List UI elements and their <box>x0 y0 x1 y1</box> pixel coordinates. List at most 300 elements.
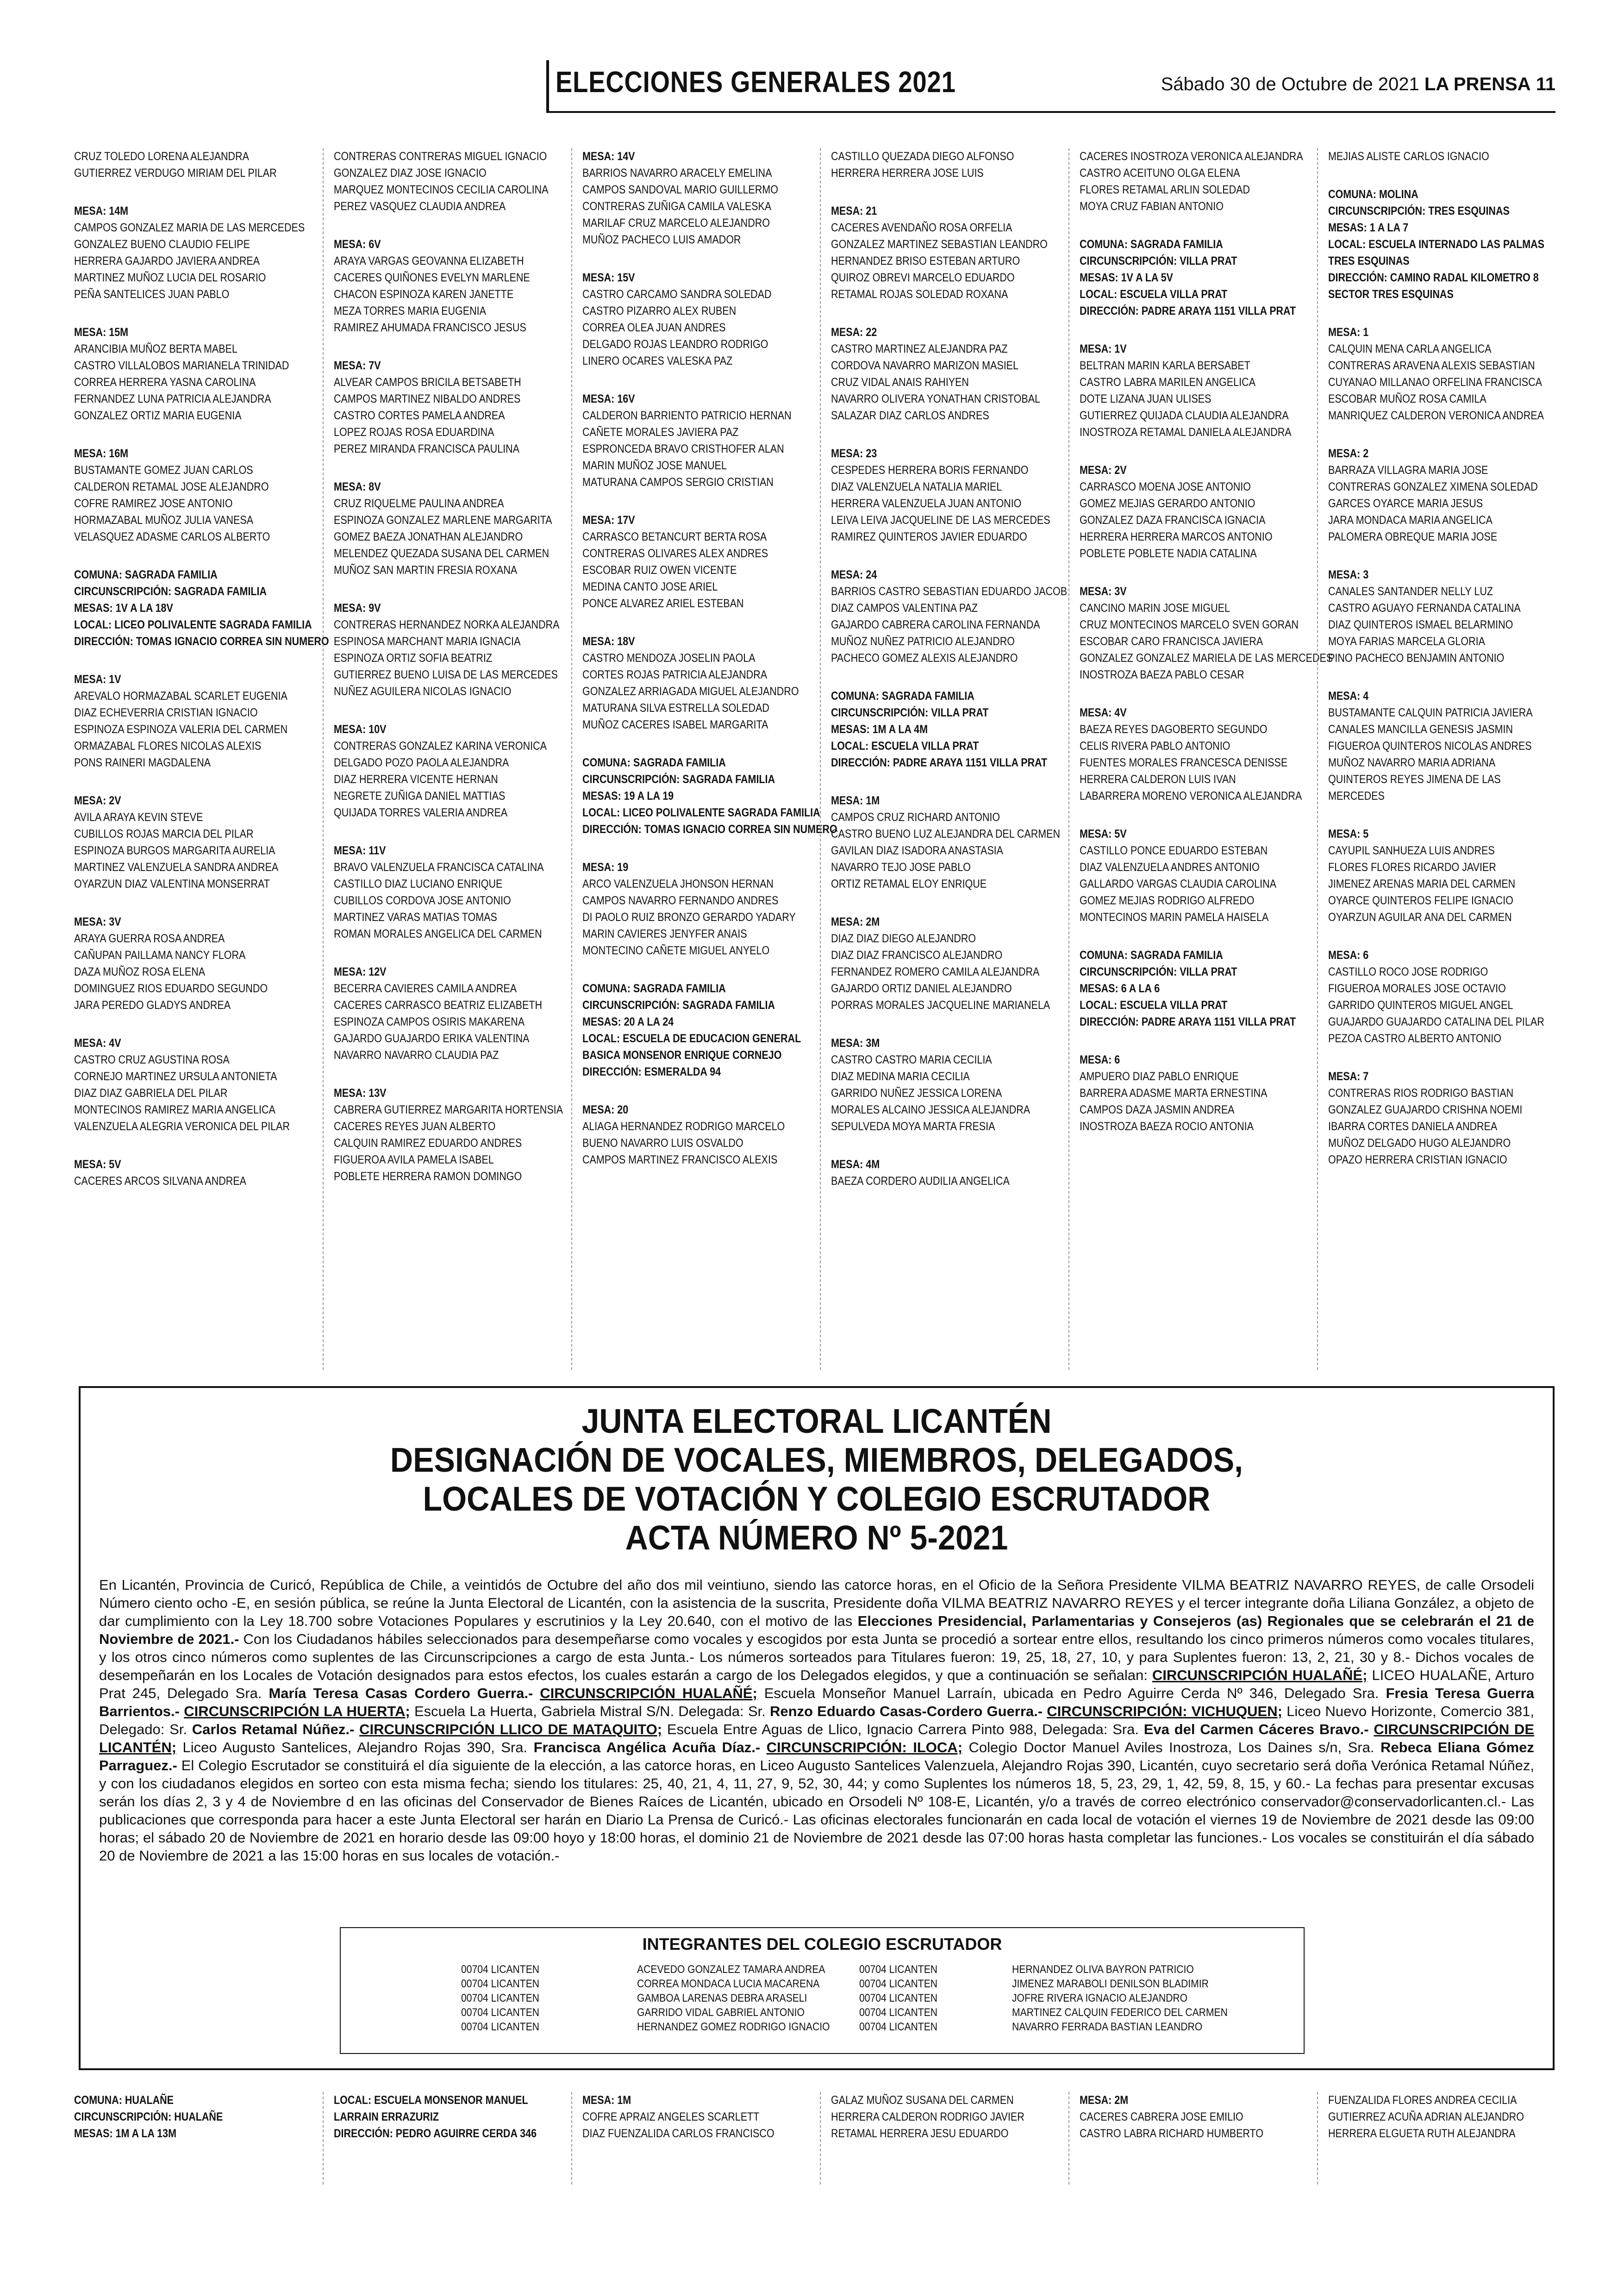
vocal-name: RAMIREZ QUINTEROS JAVIER EDUARDO <box>831 530 1027 543</box>
vocal-name: MATURANA SILVA ESTRELLA SOLEDAD <box>582 702 769 715</box>
list-column <box>1068 148 1333 1370</box>
colegio-commune-code: 00704 LICANTEN <box>461 1963 540 1976</box>
list-column <box>1317 148 1564 1370</box>
vocal-name: FIGUEROA MORALES JOSE OCTAVIO <box>1328 982 1506 995</box>
mesa-heading: MESA: 6 <box>1080 1053 1120 1066</box>
mesa-heading: MESA: 5V <box>1080 828 1127 840</box>
vocal-name: FUENTES MORALES FRANCESCA DENISSE <box>1080 756 1288 769</box>
vocal-name: MARTINEZ VALENZUELA SANDRA ANDREA <box>74 861 279 874</box>
vocal-name: MUÑOZ NAVARRO MARIA ADRIANA <box>1328 756 1496 769</box>
vocal-name: CONTRERAS GONZALEZ KARINA VERONICA <box>334 740 547 753</box>
mesa-heading: MESA: 15M <box>74 326 129 339</box>
vocal-name: GONZALEZ GUAJARDO CRISHNA NOEMI <box>1328 1103 1523 1116</box>
circ-la-huerta: CIRCUNSCRIPCIÓN LA HUERTA; <box>184 1703 410 1719</box>
mesa-heading: MESA: 8V <box>334 480 381 493</box>
vocal-name: GALLARDO VARGAS CLAUDIA CAROLINA <box>1080 877 1276 890</box>
vocal-name: ALVEAR CAMPOS BRICILA BETSABETH <box>334 376 521 389</box>
mesa-heading: MESAS: 1V A LA 5V <box>1080 271 1173 284</box>
mesa-heading: COMUNA: HUALAÑE <box>74 2094 174 2107</box>
vocal-name: HERRERA CALDERON RODRIGO JAVIER <box>831 2110 1024 2123</box>
vocal-name: CANALES MANCILLA GENESIS JASMIN <box>1328 723 1513 736</box>
vocal-name: CONTRERAS ARAVENA ALEXIS SEBASTIAN <box>1328 359 1535 372</box>
notice-paragraph-intro: En Licantén, Provincia de Curicó, República de Chile, a veintidós de Octubre del año dos mil veintiuno, siendo las catorce horas, en el Oficio de la Señora Presidente VILMA BEATRIZ NAVARRO REYES, de calle Orsodeli Número ciento ocho -E, en sesión pública, se reúne la Junta Electoral de Licantén, con la asistencia de la suscrita, Presidente doña VILMA BEATRIZ NAVARRO REYES y el tercer integrante doña Liliana González, a objeto de dar cumplimiento con la Ley 18.700 sobre Votaciones Populares y escrutinios y la Ley 20.640, con el motivo de las <box>99 1577 1534 1629</box>
colegio-title: INTEGRANTES DEL COLEGIO ESCRUTADOR <box>642 1935 1002 1954</box>
mesa-block <box>74 2092 310 2142</box>
mesa-heading: CIRCUNSCRIPCIÓN: VILLA PRAT <box>1080 965 1237 978</box>
mesa-block <box>831 914 1067 1014</box>
vocal-name: CORREA HERRERA YASNA CAROLINA <box>74 376 256 389</box>
vocal-name: GONZALEZ DAZA FRANCISCA IGNACIA <box>1080 514 1266 527</box>
mesa-heading: MESAS: 20 A LA 24 <box>582 1015 674 1028</box>
vocal-name: PINO PACHECO BENJAMIN ANTONIO <box>1328 652 1505 665</box>
mesa-heading: MESA: 2V <box>1080 464 1127 477</box>
vocal-name: CELIS RIVERA PABLO ANTONIO <box>1080 740 1230 753</box>
vocal-name: ESCOBAR CARO FRANCISCA JAVIERA <box>1080 635 1263 648</box>
vocal-name: CUBILLOS CORDOVA JOSE ANTONIO <box>334 894 511 907</box>
vocal-name: PONCE ALVAREZ ARIEL ESTEBAN <box>582 597 744 610</box>
mesa-heading: MESA: 21 <box>831 205 877 218</box>
vocal-name: CONTRERAS OLIVARES ALEX ANDRES <box>582 547 768 560</box>
mesa-block <box>74 1156 310 1189</box>
vocal-name: CANCINO MARIN JOSE MIGUEL <box>1080 602 1230 615</box>
vocal-name: GUTIERREZ VERDUGO MIRIAM DEL PILAR <box>74 167 277 180</box>
vocal-name: CASTRO ACEITUNO OLGA ELENA <box>1080 167 1240 180</box>
vocal-name: GUAJARDO GUAJARDO CATALINA DEL PILAR <box>1328 1015 1544 1028</box>
vocal-name: CABRERA GUTIERREZ MARGARITA HORTENSIA <box>334 1103 563 1116</box>
vocal-name: GONZALEZ DIAZ JOSE IGNACIO <box>334 167 487 180</box>
mesa-block <box>831 566 1067 666</box>
section-title: ELECCIONES GENERALES 2021 <box>556 65 956 99</box>
mesa-block <box>1328 186 1564 303</box>
vocal-name: RETAMAL HERRERA JESU EDUARDO <box>831 2127 1009 2140</box>
vocal-name: MARQUEZ MONTECINOS CECILIA CAROLINA <box>334 183 549 196</box>
mesa-heading: MESA: 18V <box>582 635 635 648</box>
mesa-heading: BASICA MONSENOR ENRIQUE CORNEJO <box>582 1049 782 1062</box>
vocal-name: NAVARRO TEJO JOSE PABLO <box>831 861 971 874</box>
mesa-block <box>582 512 818 612</box>
circ-iloca-text: Colegio Doctor Manuel Aviles Inostroza, Los Daines s/n, Sra. <box>968 1739 1374 1755</box>
colegio-commune-code: 00704 LICANTEN <box>859 1992 938 2004</box>
vocal-name: CAMPOS DAZA JASMIN ANDREA <box>1080 1103 1235 1116</box>
colegio-member-name: CORREA MONDACA LUCIA MACARENA <box>637 1978 820 1990</box>
vocal-name: CASTILLO PONCE EDUARDO ESTEBAN <box>1080 844 1268 857</box>
mesa-block <box>1328 688 1564 804</box>
vocal-name: CACERES CARRASCO BEATRIZ ELIZABETH <box>334 999 542 1012</box>
vocal-name: CORNEJO MARTINEZ URSULA ANTONIETA <box>74 1070 277 1083</box>
vocal-name: ESPINOZA BURGOS MARGARITA AURELIA <box>74 844 275 857</box>
mesa-block <box>74 566 329 650</box>
circ-licanten-text: Liceo Augusto Santelices, Alejandro Rojas 390, Sra. <box>182 1739 528 1755</box>
vocal-name: CALQUIN RAMIREZ EDUARDO ANDRES <box>334 1137 522 1150</box>
mesa-block <box>831 792 1067 892</box>
vocal-name: ESPINOZA GONZALEZ MARLENE MARGARITA <box>334 514 552 527</box>
vocal-name: COFRE APRAIZ ANGELES SCARLETT <box>582 2110 760 2123</box>
vocal-name: PALOMERA OBREQUE MARIA JOSE <box>1328 530 1498 543</box>
vocal-name: GUTIERREZ ACUÑA ADRIAN ALEJANDRO <box>1328 2110 1524 2123</box>
mesa-heading: MESAS: 6 A LA 6 <box>1080 982 1160 995</box>
notice-titles <box>81 1402 1553 1557</box>
vocal-name: CHACON ESPINOZA KAREN JANETTE <box>334 288 514 301</box>
colegio-commune-code: 00704 LICANTEN <box>461 2021 540 2033</box>
vocal-name: MORALES ALCAINO JESSICA ALEJANDRA <box>831 1103 1031 1116</box>
mesa-block <box>1080 236 1316 319</box>
mesa-heading: MESA: 3V <box>1080 585 1127 598</box>
vocal-name: DOTE LIZANA JUAN ULISES <box>1080 392 1212 405</box>
vocal-name: CACERES CABRERA JOSE EMILIO <box>1080 2110 1243 2123</box>
circ-la-huerta-text: Escuela La Huerta, Gabriela Mistral S/N. Delegada: Sr. <box>414 1703 766 1719</box>
vocal-name: MOYA CRUZ FABIAN ANTONIO <box>1080 200 1224 213</box>
mesa-heading: COMUNA: MOLINA <box>1328 188 1418 201</box>
header-divider <box>546 60 549 111</box>
circ-vichuquen-delegate: Carlos Retamal Núñez.- <box>192 1721 355 1737</box>
vocal-name: MONTECINOS RAMIREZ MARIA ANGELICA <box>74 1103 275 1116</box>
vocal-name: BARRIOS CASTRO SEBASTIAN EDUARDO JACOB <box>831 585 1068 598</box>
vocal-name: ESPINOSA MARCHANT MARIA IGNACIA <box>334 635 521 648</box>
vocal-name: CONTRERAS ZUÑIGA CAMILA VALESKA <box>582 200 772 213</box>
mesa-block <box>1328 1068 1564 1168</box>
vocal-name: GARRIDO NUÑEZ JESSICA LORENA <box>831 1087 1002 1100</box>
vocal-name: CARRASCO BETANCURT BERTA ROSA <box>582 530 767 543</box>
vocal-name: CASTRO AGUAYO FERNANDA CATALINA <box>1328 602 1521 615</box>
mesa-heading: LOCAL: ESCUELA INTERNADO LAS PALMAS <box>1328 238 1545 251</box>
mesa-heading: LOCAL: LICEO POLIVALENTE SAGRADA FAMILIA <box>582 806 820 819</box>
colegio-left-codes <box>461 1962 539 2034</box>
vocal-name: DIAZ ECHEVERRIA CRISTIAN IGNACIO <box>74 706 258 719</box>
mesa-heading: MESA: 10V <box>334 723 387 736</box>
circ-hualane-1-text: LICEO HUALAÑE, Arturo Prat 245, Delegado Sra. <box>99 1667 1535 1701</box>
bottom-list-column <box>323 2092 570 2184</box>
vocal-name: GONZALEZ GONZALEZ MARIELA DE LAS MERCEDES <box>1080 652 1333 665</box>
vocal-name: CASTRO CORTES PAMELA ANDREA <box>334 409 505 422</box>
mesa-heading: DIRECCIÓN: CAMINO RADAL KILOMETRO 8 <box>1328 271 1539 284</box>
vocal-name: DOMINGUEZ RIOS EDUARDO SEGUNDO <box>74 982 268 995</box>
vocal-name: GUTIERREZ BUENO LUISA DE LAS MERCEDES <box>334 668 558 681</box>
vocal-name: ESPINOZA ORTIZ SOFIA BEATRIZ <box>334 652 493 665</box>
vocal-name: GOMEZ MEJIAS GERARDO ANTONIO <box>1080 497 1255 510</box>
vocal-name: CRUZ VIDAL ANAIS RAHIYEN <box>831 376 969 389</box>
mesa-block <box>334 148 570 215</box>
vocal-name: DIAZ CAMPOS VALENTINA PAZ <box>831 602 978 615</box>
vocal-name: MUÑOZ NUÑEZ PATRICIO ALEJANDRO <box>831 635 1015 648</box>
vocal-name: CAMPOS CRUZ RICHARD ANTONIO <box>831 811 1000 824</box>
vocal-name: BUSTAMANTE CALQUIN PATRICIA JAVIERA <box>1328 706 1533 719</box>
vocal-name: MANRIQUEZ CALDERON VERONICA ANDREA <box>1328 409 1544 422</box>
mesa-block <box>831 324 1067 424</box>
vocal-name: DAZA MUÑOZ ROSA ELENA <box>74 965 206 978</box>
bottom-list-column <box>74 2092 310 2184</box>
vocal-name: CRUZ RIQUELME PAULINA ANDREA <box>334 497 504 510</box>
circ-hualane-1: CIRCUNSCRIPCIÓN HUALAÑÉ; <box>1152 1667 1368 1683</box>
vocal-name: QUIJADA TORRES VALERIA ANDREA <box>334 806 508 819</box>
vocal-name: CAÑUPAN PAILLAMA NANCY FLORA <box>74 949 246 962</box>
voter-lists <box>74 148 1565 1370</box>
mesa-heading: COMUNA: SAGRADA FAMILIA <box>582 756 726 769</box>
vocal-name: BRAVO VALENZUELA FRANCISCA CATALINA <box>334 861 544 874</box>
vocal-name: NAVARRO OLIVERA YONATHAN CRISTOBAL <box>831 392 1041 405</box>
vocal-name: HERNANDEZ BRISO ESTEBAN ARTURO <box>831 255 1020 268</box>
vocal-name: OYARCE QUINTEROS FELIPE IGNACIO <box>1328 894 1513 907</box>
vocal-name: CACERES AVENDAÑO ROSA ORFELIA <box>831 221 1012 234</box>
mesa-block <box>334 721 570 821</box>
vocal-name: CESPEDES HERRERA BORIS FERNANDO <box>831 464 1029 477</box>
vocal-name: ARCO VALENZUELA JHONSON HERNAN <box>582 877 774 890</box>
vocal-name: CASTILLO DIAZ LUCIANO ENRIQUE <box>334 877 503 890</box>
mesa-heading: MESA: 1 <box>1328 326 1369 339</box>
page-header <box>546 60 1555 113</box>
vocal-name: CASTRO PIZARRO ALEX RUBEN <box>582 305 737 317</box>
mesa-block <box>1080 148 1316 215</box>
notice-subtitle-1: DESIGNACIÓN DE VOCALES, MIEMBROS, DELEGADOS, <box>390 1441 1243 1479</box>
vocal-name: GAJARDO ORTIZ DANIEL ALEJANDRO <box>831 982 1012 995</box>
mesa-block <box>1080 583 1333 683</box>
vocal-name: CARRASCO MOENA JOSE ANTONIO <box>1080 480 1251 493</box>
vocal-name: CASTRO LABRA RICHARD HUMBERTO <box>1080 2127 1264 2140</box>
mesa-heading: TRES ESQUINAS <box>1328 255 1410 268</box>
vocal-name: FIGUEROA AVILA PAMELA ISABEL <box>334 1153 494 1166</box>
mesa-heading: MESA: 6V <box>334 238 381 251</box>
vocal-name: CORDOVA NAVARRO MARIZON MASIEL <box>831 359 1018 372</box>
mesa-heading: CIRCUNSCRIPCIÓN: SAGRADA FAMILIA <box>582 999 775 1012</box>
vocal-name: FLORES FLORES RICARDO JAVIER <box>1328 861 1496 874</box>
vocal-name: CRUZ TOLEDO LORENA ALEJANDRA <box>74 150 249 163</box>
mesa-heading: MESA: 22 <box>831 326 877 339</box>
header-date-line <box>1161 74 1555 95</box>
colegio-commune-code: 00704 LICANTEN <box>859 2021 938 2033</box>
vocal-name: MUÑOZ DELGADO HUGO ALEJANDRO <box>1328 1137 1511 1150</box>
mesa-heading: LOCAL: LICEO POLIVALENTE SAGRADA FAMILIA <box>74 618 312 631</box>
mesa-heading: MESA: 1M <box>582 2094 631 2107</box>
vocal-name: CUBILLOS ROJAS MARCIA DEL PILAR <box>74 828 254 840</box>
mesa-block <box>334 1085 570 1185</box>
vocal-name: CORTES ROJAS PATRICIA ALEJANDRA <box>582 668 768 681</box>
mesa-heading: MESA: 13V <box>334 1087 387 1100</box>
mesa-block <box>582 754 837 838</box>
mesa-block <box>831 445 1067 545</box>
vocal-name: ORMAZABAL FLORES NICOLAS ALEXIS <box>74 740 262 753</box>
vocal-name: BECERRA CAVIERES CAMILA ANDREA <box>334 982 517 995</box>
vocal-name: PONS RAINERI MAGDALENA <box>74 756 211 769</box>
vocal-name: CAMPOS GONZALEZ MARIA DE LAS MERCEDES <box>74 221 305 234</box>
mesa-block <box>334 479 570 579</box>
vocal-name: DIAZ VALENZUELA ANDRES ANTONIO <box>1080 861 1260 874</box>
vocal-name: GALAZ MUÑOZ SUSANA DEL CARMEN <box>831 2094 1014 2107</box>
vocal-name: AMPUERO DIAZ PABLO ENRIQUE <box>1080 1070 1239 1083</box>
mesa-block <box>334 964 570 1064</box>
mesa-heading: MESA: 4 <box>1328 690 1369 703</box>
mesa-heading: MESA: 12V <box>334 965 387 978</box>
mesa-block <box>831 2092 1067 2142</box>
vocal-name: OPAZO HERRERA CRISTIAN IGNACIO <box>1328 1153 1507 1166</box>
vocal-name: CASTRO CARCAMO SANDRA SOLEDAD <box>582 288 772 301</box>
mesa-heading: MESA: 7 <box>1328 1070 1369 1083</box>
vocal-name: CACERES INOSTROZA VERONICA ALEJANDRA <box>1080 150 1303 163</box>
vocal-name: NAVARRO NAVARRO CLAUDIA PAZ <box>334 1049 499 1062</box>
mesa-block <box>1080 462 1316 562</box>
mesa-heading: MESAS: 1V A LA 18V <box>74 602 173 615</box>
mesa-heading: DIRECCIÓN: PADRE ARAYA 1151 VILLA PRAT <box>1080 305 1296 317</box>
colegio-member-name: JOFRE RIVERA IGNACIO ALEJANDRO <box>1012 1992 1188 2004</box>
mesa-heading: MESA: 24 <box>831 568 877 581</box>
mesa-block <box>1328 148 1564 165</box>
vocal-name: HERRERA CALDERON LUIS IVAN <box>1080 773 1236 786</box>
vocal-name: POBLETE HERRERA RAMON DOMINGO <box>334 1170 522 1183</box>
vocal-name: AREVALO HORMAZABAL SCARLET EUGENIA <box>74 690 287 703</box>
circ-llico-text: Escuela Entre Aguas de Llico, Ignacio Carrera Pinto 988, Delegada: Sra. <box>667 1721 1139 1737</box>
notice-paragraph-draw: Con los Ciudadanos hábiles seleccionados para desempeñarse como vocales y escogidos por esta Junta se procedió a sortear entre ellos, resultando los cinco primeros números como vocales titulares, y los otros cinco números como suplentes de las Circunscripciones a cargo de esta Junta.- Los números sorteados para Titulares fueron: 19, 25, 18, 27, 10, y para Suplentes fueron: 13, 2, 21, 30 y 8.- Dichos vocales de desempeñarán en los Locales de Votación designados para estos efectos, los cuales estarán a cargo de los Delegados elegidos, y que a continuación se señalan: <box>99 1631 1534 1683</box>
notice-act-number: ACTA NÚMERO Nº 5-2021 <box>625 1518 1008 1557</box>
vocal-name: MATURANA CAMPOS SERGIO CRISTIAN <box>582 476 774 489</box>
mesa-block <box>582 633 818 733</box>
vocal-name: ESPRONCEDA BRAVO CRISTHOFER ALAN <box>582 442 784 455</box>
mesa-heading: MESA: 19 <box>582 861 629 874</box>
colegio-member-name: ACEVEDO GONZALEZ TAMARA ANDREA <box>637 1963 825 1976</box>
vocal-name: VELASQUEZ ADASME CARLOS ALBERTO <box>74 530 270 543</box>
vocal-name: CACERES QUIÑONES EVELYN MARLENE <box>334 271 530 284</box>
mesa-heading: MESA: 15V <box>582 271 635 284</box>
mesa-heading: MESA: 20 <box>582 1103 629 1116</box>
vocal-name: MONTECINOS MARIN PAMELA HAISELA <box>1080 911 1269 924</box>
vocal-name: LEIVA LEIVA JACQUELINE DE LAS MERCEDES <box>831 514 1050 527</box>
vocal-name: HERRERA ELGUETA RUTH ALEJANDRA <box>1328 2127 1516 2140</box>
vocal-name: RETAMAL ROJAS SOLEDAD ROXANA <box>831 288 1008 301</box>
bottom-list-column <box>1068 2092 1316 2184</box>
vocal-name: MONTECINO CAÑETE MIGUEL ANYELO <box>582 944 770 957</box>
circ-hualane-2: CIRCUNSCRIPCIÓN HUALAÑÉ; <box>540 1685 757 1701</box>
mesa-heading: MESA: 3M <box>831 1037 880 1050</box>
vocal-name: LOPEZ ROJAS ROSA EDUARDINA <box>334 426 494 439</box>
mesa-block <box>74 914 310 1014</box>
vocal-name: CASTRO VILLALOBOS MARIANELA TRINIDAD <box>74 359 289 372</box>
vocal-name: DELGADO POZO PAOLA ALEJANDRA <box>334 756 509 769</box>
mesa-heading: DIRECCIÓN: PADRE ARAYA 1151 VILLA PRAT <box>831 756 1048 769</box>
vocal-name: ROMAN MORALES ANGELICA DEL CARMEN <box>334 927 542 940</box>
mesa-block <box>831 203 1067 303</box>
vocal-name: GONZALEZ BUENO CLAUDIO FELIPE <box>74 238 250 251</box>
notice-paragraph-colegio: El Colegio Escrutador se constituirá el día siguiente de la elección, a las catorce horas, en Liceo Augusto Santelices Valenzuela, Alejandro Rojas 390, Licantén, cuyo secretario será doña Verónica Retamal Núñez, y con los ciudadanos elegidos en sorteo con esta misma fecha; siendo los titulares: 25, 40, 21, 4, 11, 27, 9, 52, 30, 44; y como Suplentes los números 18, 5, 23, 29, 1, 42, 59, 8, 15, y 60.- La fechas para presentar excusas serán los días 2, 3 y 4 de Noviembre d en las oficinas del Conservador de Bienes Raíces de Licantén, ubicado en Orsodeli Nº 108-E, Licantén, y/o a través de correo electrónico conservador@conservadorlicanten.cl.- Las publicaciones que corresponda para hacer a este Junta Electoral ser harán en Diario La Prensa de Curicó.- Las oficinas electorales funcionarán en cada local de votación el viernes 19 de Noviembre de 2021 desde las 09:00 horas; el sábado 20 de Noviembre de 2021 en horario desde las 09:00 hoyo y 18:00 horas, el dominio 21 de Noviembre de 2021 desde las 07:00 horas hasta completar las funciones.- Los vocales se constituirán el día sábado 20 de Noviembre de 2021 a las 15:00 horas en sus locales de votación.- <box>99 1757 1534 1864</box>
vocal-name: FERNANDEZ LUNA PATRICIA ALEJANDRA <box>74 392 271 405</box>
circ-hualane-2-delegate: Fresia Teresa Guerra Barrientos.- <box>99 1685 1534 1719</box>
mesa-heading: DIRECCIÓN: TOMAS IGNACIO CORREA SIN NUMERO <box>582 823 837 836</box>
vocal-name: INOSTROZA RETAMAL DANIELA ALEJANDRA <box>1080 426 1292 439</box>
mesa-block <box>74 445 310 545</box>
vocal-name: DELGADO ROJAS LEANDRO RODRIGO <box>582 338 768 351</box>
mesa-heading: LARRAIN ERRAZURIZ <box>334 2110 439 2123</box>
vocal-name: GAJARDO GUAJARDO ERIKA VALENTINA <box>334 1032 530 1045</box>
vocal-name: CAÑETE MORALES JAVIERA PAZ <box>582 426 739 439</box>
vocal-name: ORTIZ RETAMAL ELOY ENRIQUE <box>831 877 987 890</box>
vocal-name: DIAZ MEDINA MARIA CECILIA <box>831 1070 970 1083</box>
mesa-heading: MESA: 1M <box>831 794 880 807</box>
vocal-name: MEJIAS ALISTE CARLOS IGNACIO <box>1328 150 1489 163</box>
vocal-name: PEREZ VASQUEZ CLAUDIA ANDREA <box>334 200 506 213</box>
vocal-name: ESCOBAR MUÑOZ ROSA CAMILA <box>1328 392 1487 405</box>
mesa-heading: MESA: 2 <box>1328 447 1369 460</box>
mesa-block <box>74 324 310 424</box>
mesa-block <box>74 148 310 181</box>
vocal-name: ESPINOZA CAMPOS OSIRIS MAKARENA <box>334 1015 525 1028</box>
vocal-name: OYARZUN AGUILAR ANA DEL CARMEN <box>1328 911 1512 924</box>
vocal-name: MOYA FARIAS MARCELA GLORIA <box>1328 635 1485 648</box>
mesa-heading: LOCAL: ESCUELA VILLA PRAT <box>1080 288 1228 301</box>
mesa-heading: MESA: 2M <box>831 915 880 928</box>
colegio-member-name: HERNANDEZ GOMEZ RODRIGO IGNACIO <box>637 2021 830 2033</box>
vocal-name: DI PAOLO RUIZ BRONZO GERARDO YADARY <box>582 911 796 924</box>
mesa-heading: MESA: 9V <box>334 602 381 615</box>
vocal-name: PEÑA SANTELICES JUAN PABLO <box>74 288 230 301</box>
mesa-block <box>74 1035 310 1135</box>
colegio-commune-code: 00704 LICANTEN <box>461 2006 540 2019</box>
colegio-commune-code: 00704 LICANTEN <box>461 1978 540 1990</box>
vocal-name: GAJARDO CABRERA CAROLINA FERNANDA <box>831 618 1040 631</box>
mesa-heading: COMUNA: SAGRADA FAMILIA <box>582 982 726 995</box>
vocal-name: QUIROZ OBREVI MARCELO EDUARDO <box>831 271 1015 284</box>
mesa-block <box>1328 947 1564 1047</box>
vocal-name: CASTRO CASTRO MARIA CECILIA <box>831 1053 992 1066</box>
vocal-name: HERRERA VALENZUELA JUAN ANTONIO <box>831 497 1022 510</box>
vocal-name: GARCES OYARCE MARIA JESUS <box>1328 497 1483 510</box>
mesa-heading: LOCAL: ESCUELA VILLA PRAT <box>1080 999 1228 1012</box>
colegio-member-name: GARRIDO VIDAL GABRIEL ANTONIO <box>637 2006 805 2019</box>
vocal-name: QUINTEROS REYES JIMENA DE LAS <box>1328 773 1501 786</box>
vocal-name: CRUZ MONTECINOS MARCELO SVEN GORAN <box>1080 618 1299 631</box>
circ-vichuquen: CIRCUNSCRIPCIÓN: VICHUQUEN; <box>1047 1703 1282 1719</box>
colegio-commune-code: 00704 LICANTEN <box>859 1978 938 1990</box>
mesa-block <box>1328 445 1564 545</box>
colegio-commune-code: 00704 LICANTEN <box>461 1992 540 2004</box>
mesa-block <box>1080 947 1316 1030</box>
page-number: 11 <box>1536 74 1555 94</box>
colegio-member-name: JIMENEZ MARABOLI DENILSON BLADIMIR <box>1012 1978 1209 1990</box>
mesa-block <box>334 842 570 942</box>
vocal-name: FUENZALIDA FLORES ANDREA CECILIA <box>1328 2094 1517 2107</box>
mesa-heading: CIRCUNSCRIPCIÓN: VILLA PRAT <box>1080 255 1237 268</box>
vocal-name: ARANCIBIA MUÑOZ BERTA MABEL <box>74 342 237 355</box>
vocal-name: BARRAZA VILLAGRA MARIA JOSE <box>1328 464 1488 477</box>
mesa-heading: MESA: 4V <box>1080 706 1127 719</box>
vocal-name: PEZOA CASTRO ALBERTO ANTONIO <box>1328 1032 1501 1045</box>
colegio-commune-code: 00704 LICANTEN <box>859 2006 938 2019</box>
mesa-heading: MESA: 16V <box>582 392 635 405</box>
mesa-heading: DIRECCIÓN: PEDRO AGUIRRE CERDA 346 <box>334 2127 537 2140</box>
vocal-name: CALDERON BARRIENTO PATRICIO HERNAN <box>582 409 792 422</box>
vocal-name: MARTINEZ VARAS MATIAS TOMAS <box>334 911 497 924</box>
vocal-name: CONTRERAS HERNANDEZ NORKA ALEJANDRA <box>334 618 560 631</box>
electoral-notice <box>79 1386 1555 2070</box>
mesa-block <box>1328 324 1564 424</box>
vocal-name: VALENZUELA ALEGRIA VERONICA DEL PILAR <box>74 1120 290 1133</box>
vocal-name: DIAZ HERRERA VICENTE HERNAN <box>334 773 498 786</box>
vocal-name: HERRERA HERRERA MARCOS ANTONIO <box>1080 530 1273 543</box>
vocal-name: BUENO NAVARRO LUIS OSVALDO <box>582 1137 743 1150</box>
vocal-name: GAVILAN DIAZ ISADORA ANASTASIA <box>831 844 1003 857</box>
circ-hualane-1-delegate: María Teresa Casas Cordero Guerra.- <box>269 1685 533 1701</box>
circ-hualane-2-text: Escuela Monseñor Manuel Larraín, ubicada en Pedro Aguirre Cerda Nº 346, Delegado Sra. <box>764 1685 1379 1701</box>
colegio-member-name: MARTINEZ CALQUIN FEDERICO DEL CARMEN <box>1012 2006 1228 2019</box>
vocal-name: SEPULVEDA MOYA MARTA FRESIA <box>831 1120 995 1133</box>
mesa-block <box>334 2092 570 2142</box>
vocal-name: ARAYA VARGAS GEOVANNA ELIZABETH <box>334 255 524 268</box>
vocal-name: AVILA ARAYA KEVIN STEVE <box>74 811 203 824</box>
mesa-heading: MESA: 2M <box>1080 2094 1129 2107</box>
mesa-heading: MESA: 1V <box>74 673 121 686</box>
vocal-name: MERCEDES <box>1328 790 1385 803</box>
vocal-name: CUYANAO MILLANAO ORFELINA FRANCISCA <box>1328 376 1542 389</box>
circ-vichuquen-text: Liceo Nuevo Horizonte, Comercio 381, Delegado: Sr. <box>99 1703 1534 1737</box>
vocal-name: POBLETE POBLETE NADIA CATALINA <box>1080 547 1257 560</box>
vocal-name: CACERES ARCOS SILVANA ANDREA <box>74 1175 246 1188</box>
colegio-commune-code: 00704 LICANTEN <box>859 1963 938 1976</box>
bottom-voter-lists <box>74 2092 1565 2184</box>
